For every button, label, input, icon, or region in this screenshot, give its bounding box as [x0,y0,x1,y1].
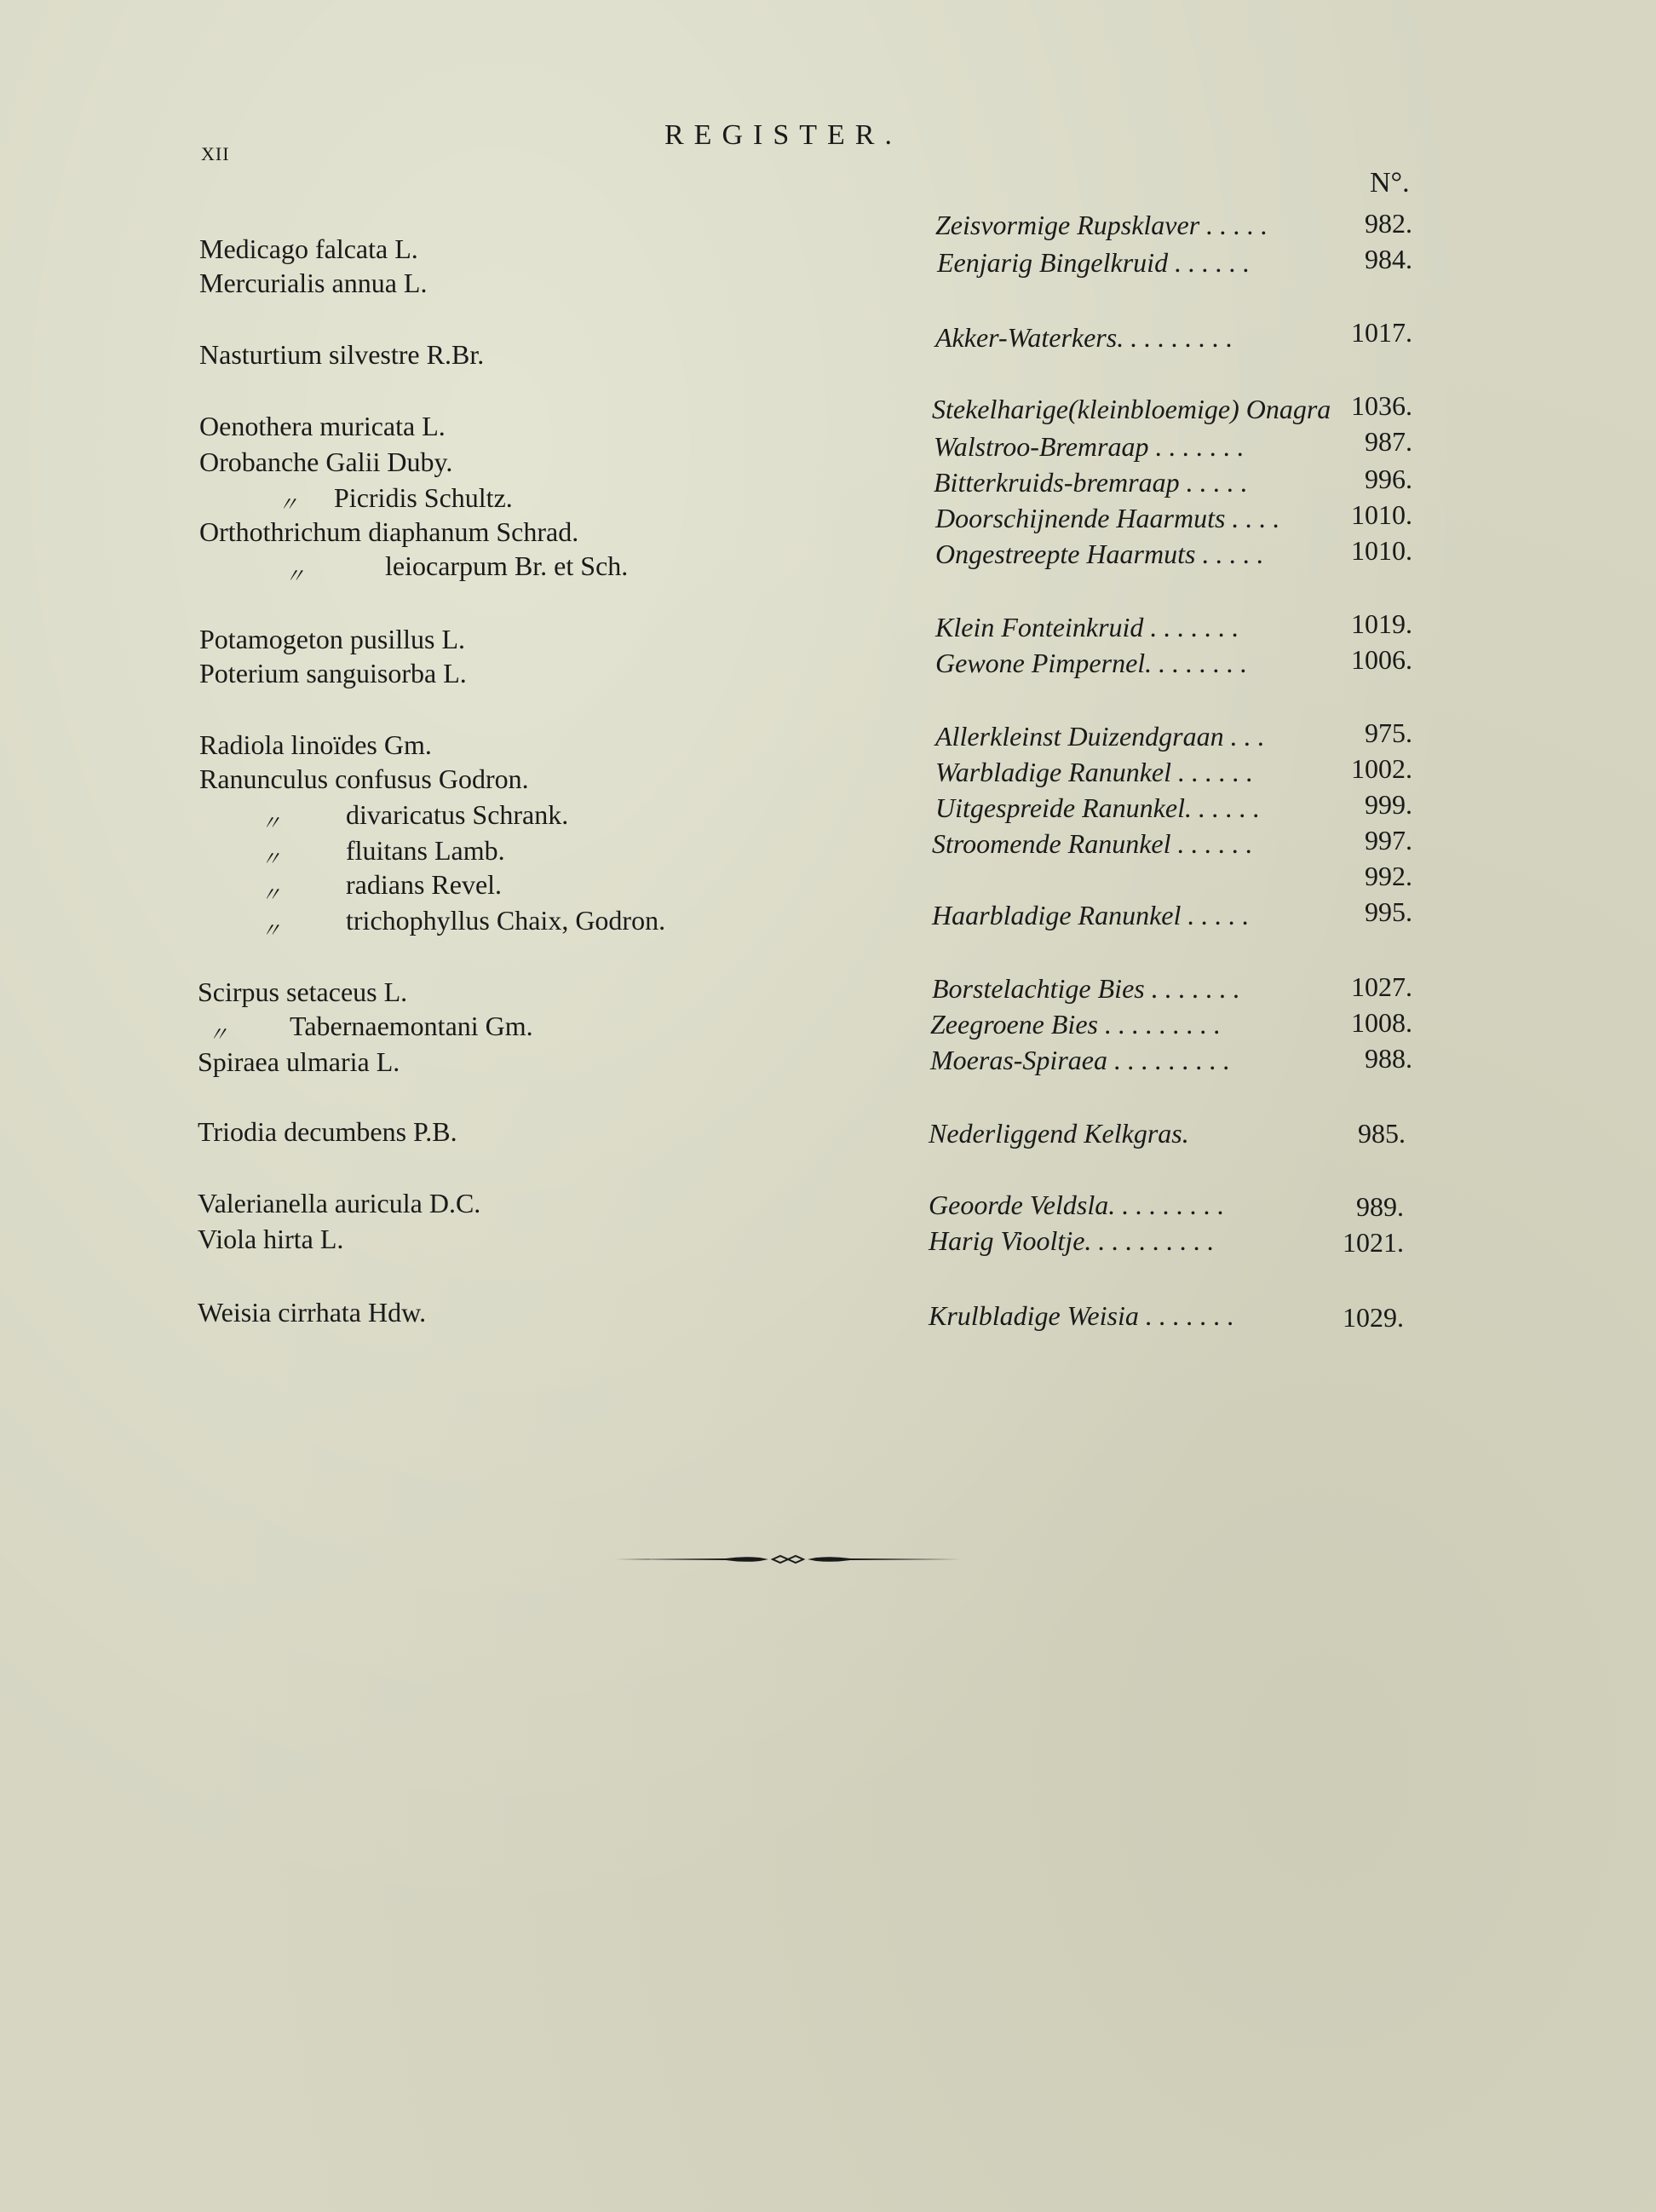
ditto-mark: 〃 [278,494,298,516]
dutch-name: Ongestreepte Haarmuts . . . . . [935,539,1264,569]
latin-name: Valerianella auricula D.C. [198,1188,481,1218]
dutch-name: Gewone Pimpernel. . . . . . . . [935,648,1248,678]
entry-number: 995. [1365,896,1412,927]
entry-number: 1002. [1351,753,1412,784]
entry-number: 987. [1365,426,1412,457]
ditto-mark: 〃 [261,813,281,835]
number-column-label: N°. [1370,167,1410,199]
dutch-name: Harig Viooltje. . . . . . . . . . [929,1225,1215,1256]
entry-number: 989. [1356,1191,1404,1222]
latin-name: Poterium sanguisorba L. [199,658,467,688]
entry-number: 1029. [1343,1302,1404,1333]
entry-number: 1017. [1351,317,1412,348]
dutch-name: Klein Fonteinkruid . . . . . . . [935,612,1239,642]
latin-name: Spiraea ulmaria L. [198,1046,400,1077]
dutch-name: Warbladige Ranunkel . . . . . . [935,757,1253,787]
page-number: XII [201,143,230,164]
ditto-mark: 〃 [208,1024,228,1046]
entry-number: 982. [1365,208,1412,239]
latin-name: Weisia cirrhata Hdw. [198,1297,427,1328]
latin-name: Medicago falcata L. [199,233,418,264]
ditto-mark: 〃 [261,849,281,871]
dutch-name: Walstroo-Bremraap . . . . . . . [934,431,1245,462]
dutch-name: Eenjarig Bingelkruid . . . . . . [937,247,1251,278]
latin-name: Orobanche Galii Duby. [199,446,453,477]
ditto-mark: 〃 [261,884,281,907]
entry-number: 999. [1365,789,1412,820]
latin-name: Triodia decumbens P.B. [198,1116,457,1147]
latin-name: leiocarpum Br. et Sch. [385,550,629,581]
dutch-name: Krulbladige Weisia . . . . . . . [929,1300,1234,1331]
entry-number: 992. [1365,861,1412,891]
latin-name: Orthothrichum diaphanum Schrad. [199,516,579,547]
latin-name: Picridis Schultz. [334,482,513,513]
entry-number: 1019. [1351,608,1412,639]
ditto-mark: 〃 [285,566,305,588]
dutch-name: Nederliggend Kelkgras. [929,1118,1189,1149]
dutch-name: Geoorde Veldsla. . . . . . . . . [929,1190,1225,1220]
dutch-name: Doorschijnende Haarmuts . . . . [935,503,1280,533]
entry-number: 1010. [1351,499,1412,530]
entry-number: 997. [1365,825,1412,855]
entry-number: 985. [1358,1118,1406,1149]
entry-number: 1010. [1351,535,1412,566]
latin-name: trichophyllus Chaix, Godron. [346,905,666,936]
dutch-name: Akker-Waterkers. . . . . . . . . [935,322,1233,353]
latin-name: Oenothera muricata L. [199,411,446,441]
dutch-name: Zeisvormige Rupsklaver . . . . . [935,210,1268,240]
latin-name: Scirpus setaceus L. [198,976,408,1007]
dutch-name: Moeras-Spiraea . . . . . . . . . [930,1045,1230,1075]
entry-number: 975. [1365,717,1412,748]
dutch-name: Stroomende Ranunkel . . . . . . [932,828,1253,859]
latin-name: divaricatus Schrank. [346,799,569,830]
entry-number: 1006. [1351,644,1412,675]
ditto-mark: 〃 [261,920,281,942]
dutch-name: Uitgespreide Ranunkel. . . . . . [935,792,1260,823]
ornament-rule [615,1551,961,1568]
latin-name: Nasturtium silvestre R.Br. [199,339,485,370]
latin-name: fluitans Lamb. [346,835,505,866]
latin-name: radians Revel. [346,869,503,900]
entry-number: 988. [1365,1043,1412,1074]
dutch-name: Allerkleinst Duizendgraan . . . [935,721,1265,752]
entry-number: 984. [1365,244,1412,274]
dutch-name: Bitterkruids-bremraap . . . . . [934,467,1248,498]
latin-name: Mercurialis annua L. [199,268,428,298]
latin-name: Potamogeton pusillus L. [199,624,465,654]
dutch-name: Zeegroene Bies . . . . . . . . . [930,1009,1221,1040]
latin-name: Viola hirta L. [198,1224,344,1254]
dutch-name: Stekelharige(kleinbloemige) Onagra [932,394,1331,424]
entry-number: 1027. [1351,971,1412,1002]
dutch-name: Haarbladige Ranunkel . . . . . [932,900,1250,930]
latin-name: Ranunculus confusus Godron. [199,763,529,794]
running-head: REGISTER. [664,119,902,151]
dutch-name: Borstelachtige Bies . . . . . . . [932,973,1240,1004]
latin-name: Tabernaemontani Gm. [290,1011,533,1041]
entry-number: 1036. [1351,390,1412,421]
latin-name: Radiola linoïdes Gm. [199,729,432,760]
entry-number: 1021. [1343,1227,1404,1258]
entry-number: 1008. [1351,1007,1412,1038]
entry-number: 996. [1365,464,1412,494]
